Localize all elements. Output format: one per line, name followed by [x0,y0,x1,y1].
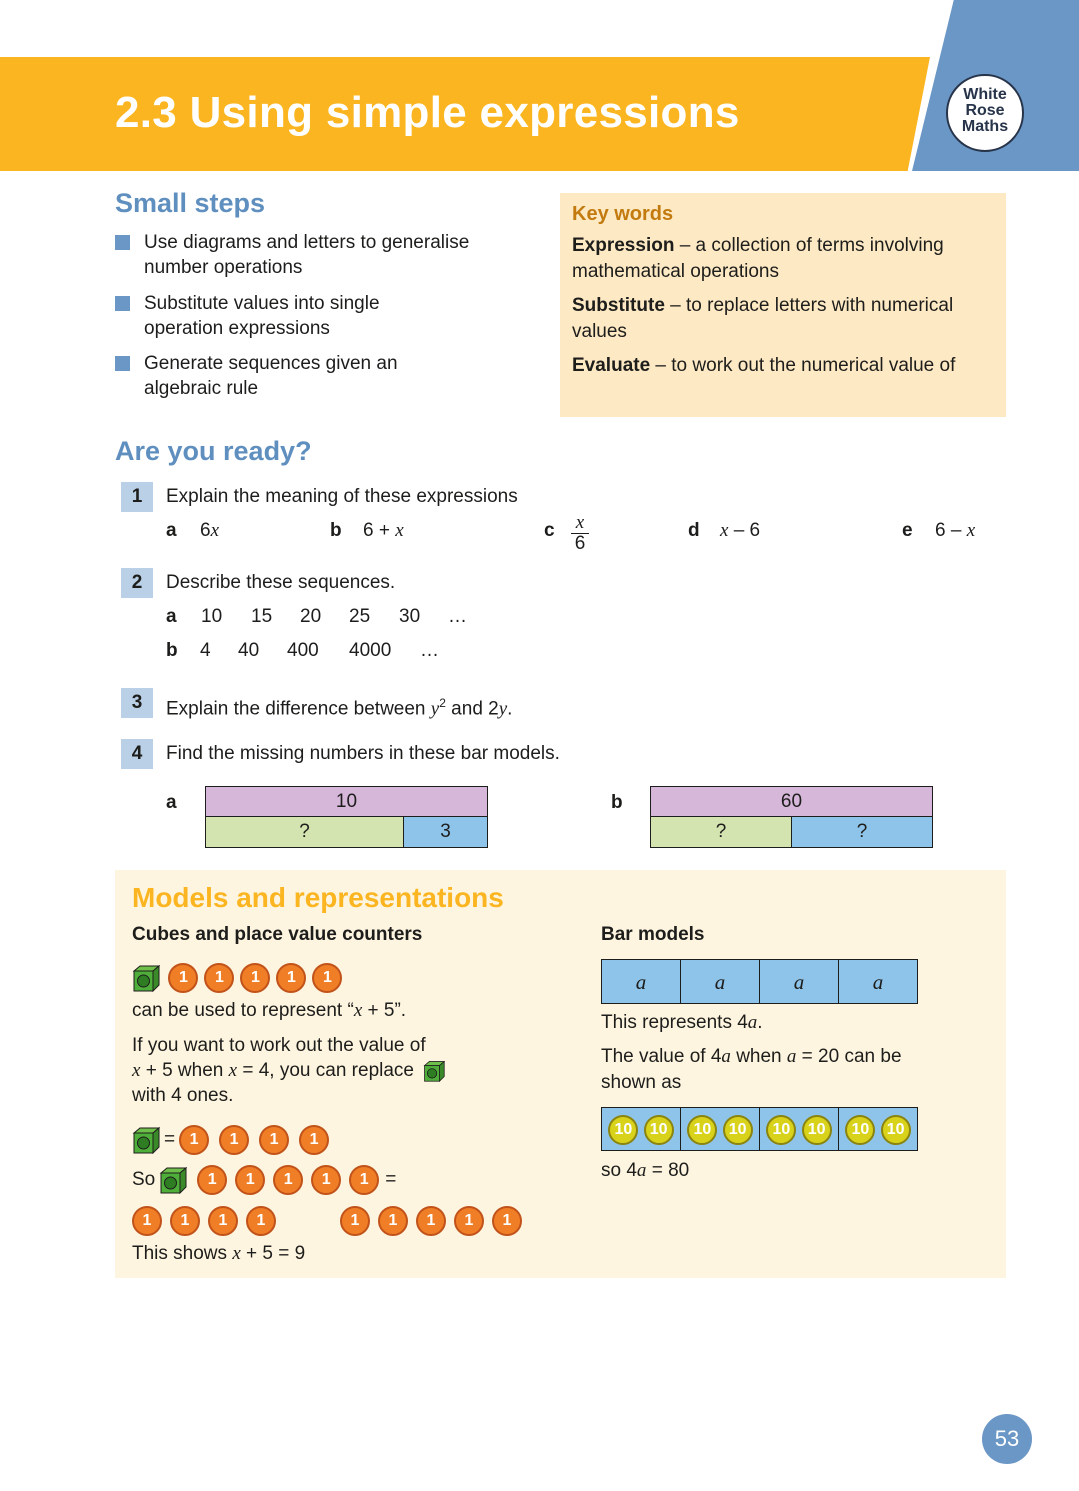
bar-part: ? [650,816,792,848]
counter-one: 1 [259,1125,289,1155]
counter-one: 1 [240,963,270,993]
var: a [793,970,805,994]
sequence-term: 400 [287,640,319,661]
part-label: a [166,606,177,627]
expr-var: x [966,520,976,541]
bar-cell-tens [838,1107,918,1151]
counter-one: 1 [349,1165,379,1195]
counter-one: 1 [454,1206,484,1236]
bar-part: ? [205,816,404,848]
counter-one: 1 [273,1165,303,1195]
equals-sign: = [164,1129,176,1150]
key-word-expression [572,233,994,285]
bullet-square-icon [115,356,130,371]
fraction-denominator: 6 [574,533,586,554]
page-number: 53 [982,1414,1032,1464]
counter-ten: 10 [881,1115,911,1145]
q3-var: y [498,698,508,720]
text: so 4 [601,1160,637,1181]
counter-one: 1 [132,1206,162,1236]
bullet-square-icon [115,235,130,250]
q3-text: Explain the difference between [166,698,431,720]
so-text: So [132,1169,156,1190]
sequence-term: 15 [251,606,273,627]
part-label: b [330,520,342,541]
counter-one: 1 [168,963,198,993]
equals-sign: = [385,1169,397,1190]
bar-part: 3 [403,816,488,848]
models-heading: Models and representations [132,882,504,913]
model-text [132,1241,305,1267]
counter-ten: 10 [644,1115,674,1145]
expression-b [363,520,404,542]
model-text [601,1010,763,1036]
counter-one: 1 [312,963,342,993]
part-label: b [611,792,623,813]
q3-text: and 2 [445,698,499,720]
small-step-text: Substitute values into single operation expressions [144,293,380,339]
sequence-term: 4000 [349,640,392,661]
cube-icon [132,1126,160,1154]
counter-one: 1 [208,1206,238,1236]
model-text [132,998,406,1024]
var: a [721,1046,731,1067]
question-text: Describe these sequences. [166,572,396,593]
bar-part: ? [791,816,933,848]
part-label: a [166,520,177,541]
counter-one: 1 [416,1206,446,1236]
text: = 20 can be [796,1046,902,1067]
counter-one: 1 [170,1206,200,1236]
key-word-substitute [572,293,994,345]
bullet-square-icon [115,296,130,311]
var: a [714,970,726,994]
bar-cell-a [680,959,760,1004]
model-text: with 4 ones. [132,1085,234,1106]
cube-and-counters-row [132,963,348,993]
logo-line-1: White [963,86,1007,103]
counter-one: 1 [246,1206,276,1236]
question-number: 2 [121,568,153,598]
are-you-ready-heading: Are you ready? [115,436,312,466]
var: x [132,1060,141,1081]
model-text [601,1044,902,1070]
counter-ten: 10 [608,1115,638,1145]
text: + 5 when [140,1060,229,1081]
bar-total: 60 [650,786,933,817]
bar-model-tens [601,1107,918,1151]
key-word-evaluate [572,353,994,379]
text: can be used to represent “ [132,1000,354,1021]
bar-cell-tens [601,1107,681,1151]
small-step-text: Generate sequences given an algebraic rule [144,353,398,399]
counter-one: 1 [235,1165,265,1195]
key-word-term: Expression [572,235,675,256]
counter-ten: 10 [802,1115,832,1145]
question-text [166,691,512,721]
counter-one: 1 [492,1206,522,1236]
var: a [747,1012,758,1033]
question-number: 4 [121,739,153,769]
cube-icon [423,1060,445,1082]
expression-d [720,520,760,542]
page-title: 2.3 Using simple expressions [115,88,740,137]
part-label: b [166,640,178,661]
expr-text: 6 [200,520,211,541]
expr-var: x [720,520,729,541]
sequence-term: 10 [201,606,223,627]
sequence-term: 25 [349,606,371,627]
text: = 4, you can replace [237,1060,414,1081]
question-text: Find the missing numbers in these bar models. [166,743,560,764]
var: a [786,1046,797,1067]
small-step-text: Use diagrams and letters to generalise number operations [144,232,470,278]
sequence-term: 40 [238,640,260,661]
var: a [872,970,884,994]
key-word-definition: – a collection of terms involving mathematical operations [572,235,944,282]
white-rose-maths-logo [946,74,1024,152]
small-step-item [115,351,445,401]
model-text [601,1158,689,1184]
key-word-definition: – to replace letters with numerical values [572,295,954,342]
cube-equals-row [132,1125,335,1155]
expression-e [935,520,975,542]
sequence-term: 4 [200,640,211,661]
expression-c-fraction [571,513,589,554]
expr-text: 6 – [935,520,967,541]
part-label: c [544,520,555,541]
expr-text: – 6 [728,520,761,541]
text: + 5 = 9 [240,1243,306,1264]
small-step-item [115,230,535,280]
model-text: If you want to work out the value of [132,1035,426,1056]
var: a [636,1160,647,1181]
question-text: Explain the meaning of these expressions [166,486,518,507]
q3-var: y [430,698,440,720]
counter-one: 1 [204,963,234,993]
cube-icon [132,964,160,992]
counter-one: 1 [197,1165,227,1195]
result-counters-row [132,1206,528,1236]
counter-one: 1 [219,1125,249,1155]
so-row [132,1165,396,1195]
sequence-term: 20 [300,606,322,627]
small-step-item [115,291,445,341]
key-words-heading: Key words [572,203,674,225]
bar-cell-a [838,959,918,1004]
bar-model-b [650,786,933,848]
text: The value of 4 [601,1046,722,1067]
text: = 80 [646,1160,690,1181]
bar-total: 10 [205,786,488,817]
part-label: a [166,792,177,813]
bar-models-subheading: Bar models [601,924,705,945]
bar-cell-tens [759,1107,839,1151]
var: x [228,1060,238,1081]
q3-superscript: 2 [439,696,446,710]
text: + 5”. [362,1000,407,1021]
bar-cell-a [759,959,839,1004]
expr-var: x [395,520,404,541]
text: . [757,1012,763,1033]
bar-model-4a [601,959,918,1004]
sequence-ellipsis: … [420,640,439,661]
cubes-subheading: Cubes and place value counters [132,924,423,945]
bar-model-a [205,786,488,848]
logo-line-3: Maths [961,118,1009,135]
text: This represents 4 [601,1012,748,1033]
counter-ten: 10 [845,1115,875,1145]
counter-ten: 10 [766,1115,796,1145]
sequence-term: 30 [399,606,421,627]
expression-a [200,520,219,542]
logo-line-2: Rose [965,102,1005,119]
expr-var: x [210,520,220,541]
text: when [730,1046,787,1067]
key-word-definition: – to work out the numerical value of [650,355,956,376]
text: This shows [132,1243,233,1264]
model-text [132,1058,445,1084]
var: a [635,970,647,994]
question-number: 3 [121,688,153,718]
cube-icon [159,1166,187,1194]
small-steps-heading: Small steps [115,188,266,218]
q3-text: . [507,698,513,720]
fraction-numerator: x [571,513,589,534]
part-label: e [902,520,913,541]
part-label: d [688,520,700,541]
counter-one: 1 [299,1125,329,1155]
key-word-term: Evaluate [572,355,651,376]
expr-text: 6 + [363,520,396,541]
bar-cell-a [601,959,681,1004]
var: x [232,1243,241,1264]
counter-one: 1 [179,1125,209,1155]
counter-one: 1 [378,1206,408,1236]
model-text: shown as [601,1072,682,1093]
counter-ten: 10 [687,1115,717,1145]
counter-one: 1 [340,1206,370,1236]
question-number: 1 [121,482,153,512]
counter-ten: 10 [723,1115,753,1145]
key-words-box [560,193,1006,417]
sequence-ellipsis: … [448,606,467,627]
bar-cell-tens [680,1107,760,1151]
var: x [353,1000,363,1021]
counter-one: 1 [311,1165,341,1195]
key-word-term: Substitute [572,295,665,316]
counter-one: 1 [276,963,306,993]
